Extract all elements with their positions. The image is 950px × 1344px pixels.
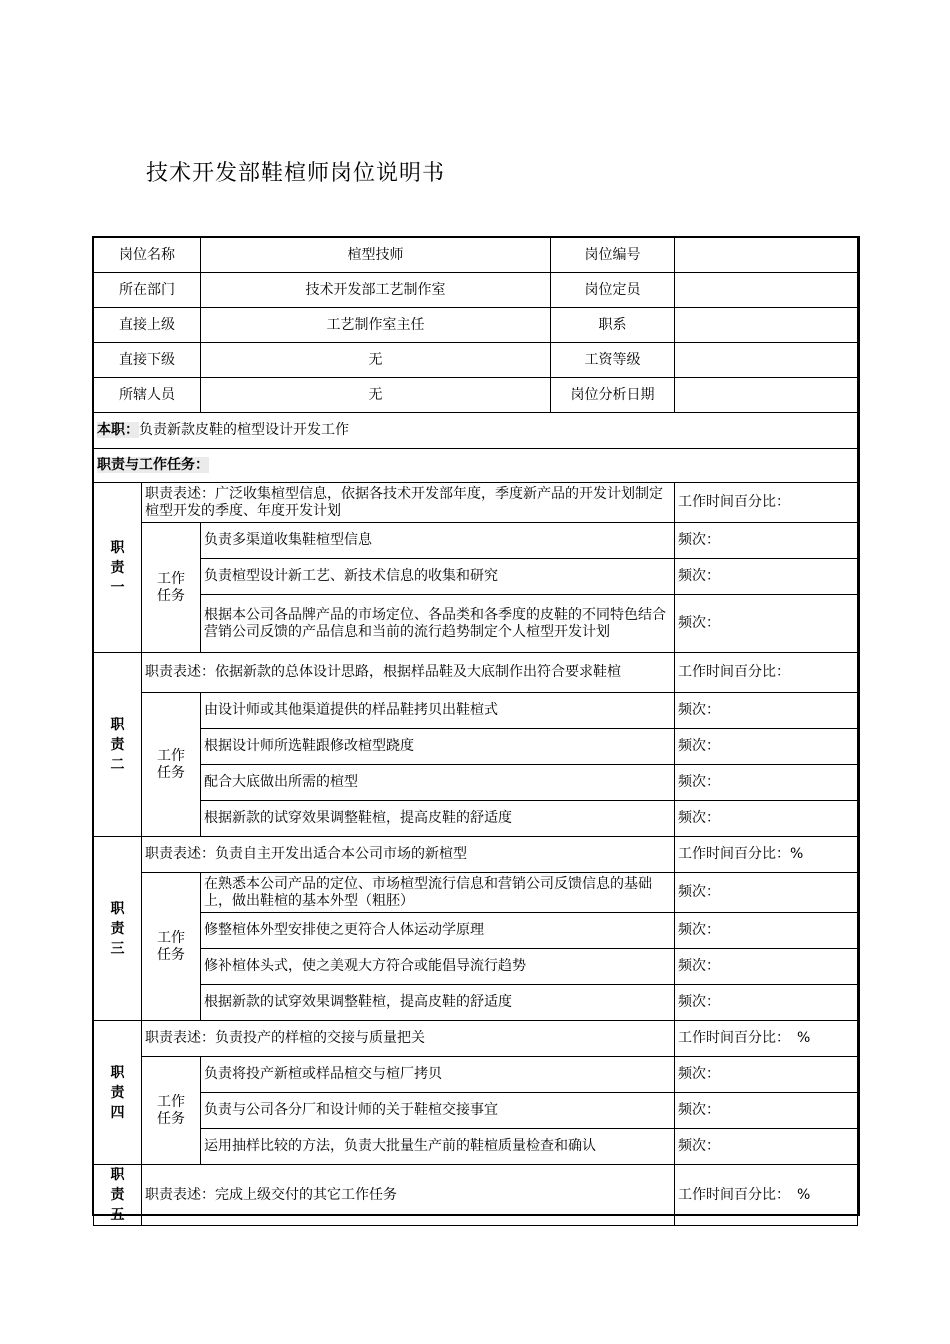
header-row <box>94 343 858 378</box>
duty-desc-row <box>94 837 858 873</box>
task-label-line1: 工作 <box>157 747 185 764</box>
task-text: 根据本公司各品牌产品的市场定位、各品类和各季度的皮鞋的不同特色结合营销公司反馈的产品信息和当前的流行趋势制定个人楦型开发计划 <box>201 595 675 653</box>
task-frequency: 频次： <box>675 985 858 1021</box>
duty-label <box>94 653 142 837</box>
subordinate-value: 无 <box>201 343 551 378</box>
task-frequency: 频次： <box>675 729 858 765</box>
post-name-label: 岗位名称 <box>94 238 201 273</box>
main-duty-row <box>94 413 858 449</box>
duty-label-char: 责 <box>110 1187 125 1203</box>
task-label-line2: 任务 <box>157 587 185 604</box>
task-row <box>94 913 858 949</box>
task-frequency: 频次： <box>675 765 858 801</box>
duty-label-char: 四 <box>110 1104 125 1121</box>
task-text: 负责将投产新楦或样品楦交与楦厂拷贝 <box>201 1057 675 1093</box>
task-label <box>142 523 201 653</box>
duty-desc-row <box>94 1021 858 1057</box>
salary-label: 工资等级 <box>551 343 675 378</box>
task-text: 运用抽样比较的方法，负责大批量生产前的鞋楦质量检查和确认 <box>201 1129 675 1165</box>
duties-section-label: 职责与工作任务： <box>97 457 209 473</box>
duty-desc: 职责表述：负责投产的样楦的交接与质量把关 <box>142 1021 675 1057</box>
duties-section-cell <box>94 449 858 483</box>
task-row <box>94 801 858 837</box>
duty-desc: 职责表述：依据新款的总体设计思路，根据样品鞋及大底制作出符合要求鞋楦 <box>142 653 675 693</box>
duty-desc-row <box>94 653 858 693</box>
duty-label-char: 责 <box>110 559 125 576</box>
duty-time-pct: 工作时间百分比： <box>675 653 858 693</box>
duty-desc-row <box>94 483 858 523</box>
task-text: 负责与公司各分厂和设计师的关于鞋楦交接事宜 <box>201 1093 675 1129</box>
task-text: 配合大底做出所需的楦型 <box>201 765 675 801</box>
task-row <box>94 1093 858 1129</box>
task-row <box>94 1057 858 1093</box>
task-label-line1: 工作 <box>157 929 185 946</box>
task-row <box>94 559 858 595</box>
duty-time-pct: 工作时间百分比： % <box>675 1165 858 1226</box>
task-text: 负责多渠道收集鞋楦型信息 <box>201 523 675 559</box>
task-frequency: 频次： <box>675 873 858 913</box>
header-row <box>94 238 858 273</box>
managed-value: 无 <box>201 378 551 413</box>
main-duty-label: 本职： <box>97 422 139 438</box>
task-row <box>94 523 858 559</box>
managed-label: 所辖人员 <box>94 378 201 413</box>
duty-label-char: 责 <box>110 1084 125 1101</box>
task-text: 根据设计师所选鞋跟修改楦型跷度 <box>201 729 675 765</box>
task-label <box>142 873 201 1021</box>
task-label-line2: 任务 <box>157 1110 185 1127</box>
task-label-line1: 工作 <box>157 1093 185 1110</box>
dept-value: 技术开发部工艺制作室 <box>201 273 551 308</box>
superior-value: 工艺制作室主任 <box>201 308 551 343</box>
task-text: 修补楦体头式，使之美观大方符合或能倡导流行趋势 <box>201 949 675 985</box>
task-row <box>94 595 858 653</box>
task-frequency: 频次： <box>675 559 858 595</box>
post-name-value: 楦型技师 <box>201 238 551 273</box>
duty-label-char: 责 <box>110 736 125 753</box>
header-row <box>94 273 858 308</box>
duty-label-char: 二 <box>110 756 125 773</box>
task-label-line2: 任务 <box>157 946 185 963</box>
task-frequency: 频次： <box>675 949 858 985</box>
duty-label-char: 职 <box>110 1167 125 1183</box>
duty-label-char: 责 <box>110 920 125 937</box>
task-frequency: 频次： <box>675 595 858 653</box>
task-row <box>94 873 858 913</box>
quota-value <box>675 273 858 308</box>
task-frequency: 频次： <box>675 801 858 837</box>
duty-label-char: 三 <box>110 940 125 957</box>
duty-desc-row <box>94 1165 858 1226</box>
task-row <box>94 729 858 765</box>
duties-section-row <box>94 449 858 483</box>
main-duty-text: 负责新款皮鞋的楦型设计开发工作 <box>139 422 349 438</box>
superior-label: 直接上级 <box>94 308 201 343</box>
task-row <box>94 985 858 1021</box>
duty-label-char: 职 <box>110 1064 125 1081</box>
task-frequency: 频次： <box>675 693 858 729</box>
date-label: 岗位分析日期 <box>551 378 675 413</box>
duty-label-char: 一 <box>110 579 125 596</box>
task-frequency: 频次： <box>675 1129 858 1165</box>
date-value <box>675 378 858 413</box>
duty-label <box>94 1165 142 1226</box>
duty-label-char: 职 <box>110 900 125 917</box>
duty-label <box>94 1021 142 1165</box>
task-row <box>94 1129 858 1165</box>
task-text: 修整楦体外型安排使之更符合人体运动学原理 <box>201 913 675 949</box>
duty-label <box>94 483 142 653</box>
duty-time-pct: 工作时间百分比：% <box>675 837 858 873</box>
task-text: 负责楦型设计新工艺、新技术信息的收集和研究 <box>201 559 675 595</box>
task-text: 由设计师或其他渠道提供的样品鞋拷贝出鞋楦式 <box>201 693 675 729</box>
duty-time-pct: 工作时间百分比： <box>675 483 858 523</box>
page-title: 技术开发部鞋楦师岗位说明书 <box>146 161 446 186</box>
duty-label-char: 职 <box>110 716 125 733</box>
post-no-value <box>675 238 858 273</box>
header-row <box>94 308 858 343</box>
salary-value <box>675 343 858 378</box>
task-frequency: 频次： <box>675 1057 858 1093</box>
duty-desc: 职责表述：完成上级交付的其它工作任务 <box>142 1165 675 1226</box>
series-value <box>675 308 858 343</box>
task-label-line2: 任务 <box>157 764 185 781</box>
task-label <box>142 693 201 837</box>
task-row <box>94 693 858 729</box>
task-text: 根据新款的试穿效果调整鞋楦，提高皮鞋的舒适度 <box>201 801 675 837</box>
main-duty-cell <box>94 413 858 449</box>
task-text: 根据新款的试穿效果调整鞋楦，提高皮鞋的舒适度 <box>201 985 675 1021</box>
duty-desc: 职责表述：广泛收集楦型信息，依据各技术开发部年度，季度新产品的开发计划制定楦型开发的季度、年度开发计划 <box>142 483 675 523</box>
task-frequency: 频次： <box>675 913 858 949</box>
job-description-table <box>93 237 858 1226</box>
header-row <box>94 378 858 413</box>
task-label-line1: 工作 <box>157 570 185 587</box>
task-frequency: 频次： <box>675 1093 858 1129</box>
post-no-label: 岗位编号 <box>551 238 675 273</box>
quota-label: 岗位定员 <box>551 273 675 308</box>
series-label: 职系 <box>551 308 675 343</box>
duty-label <box>94 837 142 1021</box>
duty-label-char: 职 <box>110 539 125 556</box>
subordinate-label: 直接下级 <box>94 343 201 378</box>
task-frequency: 频次： <box>675 523 858 559</box>
duty-desc: 职责表述：负责自主开发出适合本公司市场的新楦型 <box>142 837 675 873</box>
task-row <box>94 949 858 985</box>
task-label <box>142 1057 201 1165</box>
duty-label-char: 五 <box>110 1207 125 1223</box>
task-row <box>94 765 858 801</box>
task-text: 在熟悉本公司产品的定位、市场楦型流行信息和营销公司反馈信息的基础上，做出鞋楦的基本外型（粗胚） <box>201 873 675 913</box>
duty-time-pct: 工作时间百分比： % <box>675 1021 858 1057</box>
dept-label: 所在部门 <box>94 273 201 308</box>
